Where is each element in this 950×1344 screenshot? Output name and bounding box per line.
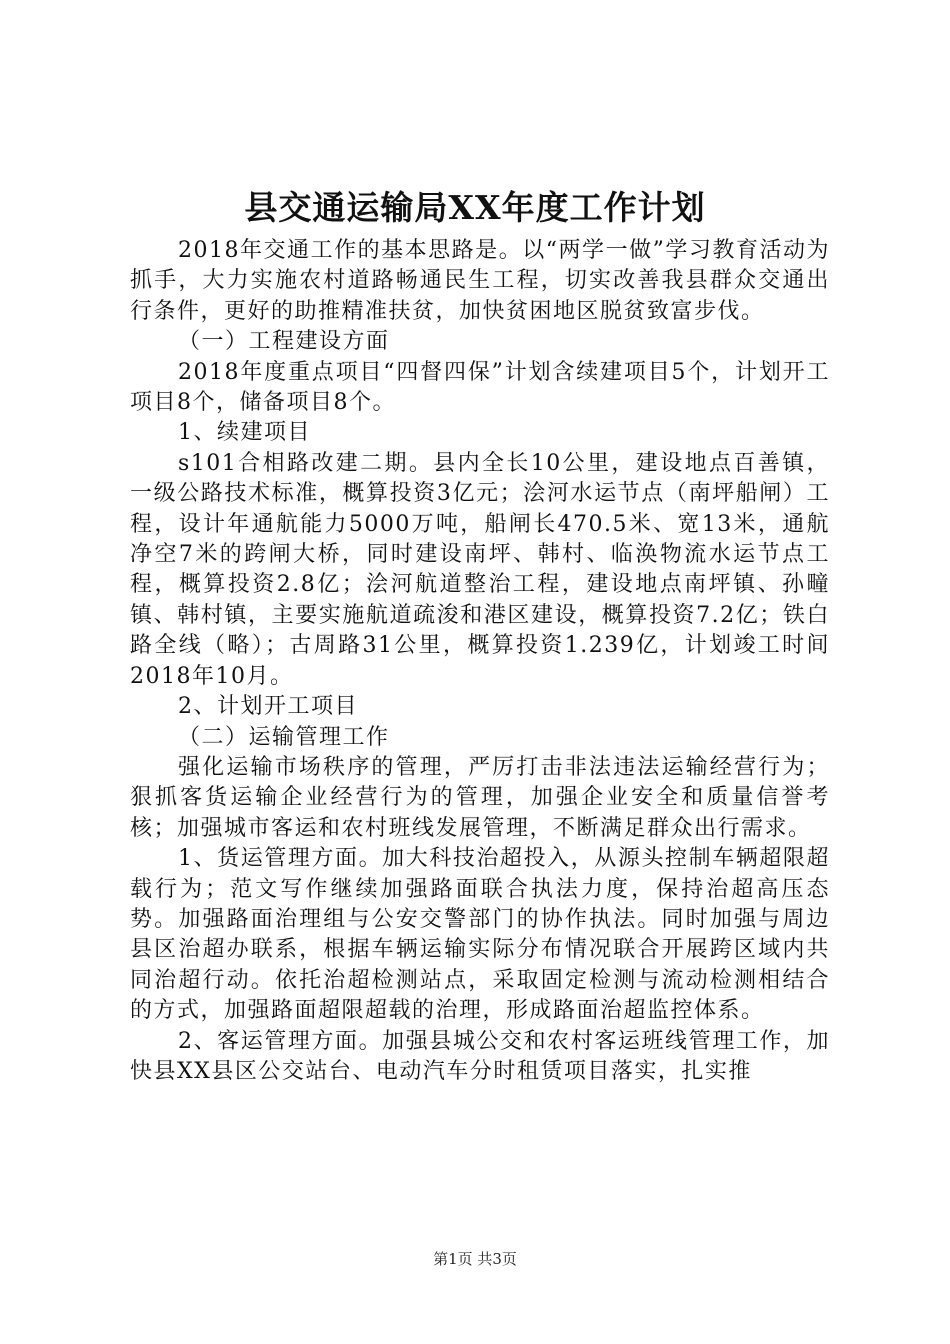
- paragraph-continued-projects: s101合相路改建二期。县内全长10公里，建设地点百善镇，一级公路技术标准，概算投资3亿元；浍河水运节点（南坪船闸）工程，设计年通航能力5000万吨，船闸长470.5米、宽13米，通航净空7米的跨闸大桥，同时建设南坪、韩村、临涣物流水运节点工程，概算投资2.8亿；浍河航道整治工程，建设地点南坪镇、孙疃镇、韩村镇，主要实施航道疏浚和港区建设，概算投资7.2亿；铁白路全线（略）；古周路31公里，概算投资1.239亿，计划竣工时间2018年10月。: [130, 450, 830, 689]
- section-heading-transport-management: （二）运输管理工作: [178, 724, 390, 750]
- document-body: [130, 236, 830, 1087]
- paragraph-basic-idea: 2018年交通工作的基本思路是。以“两学一做”学习教育活动为抓手，大力实施农村道路畅通民生工程，切实改善我县群众交通出行条件，更好的助推精准扶贫，加快贫困地区脱贫致富步伐。: [130, 238, 830, 324]
- document-title: 县交通运输局XX年度工作计划: [244, 188, 706, 227]
- paragraph-key-projects: 2018年度重点项目“四督四保”计划含续建项目5个，计划开工项目8个，储备项目8个。: [130, 359, 830, 416]
- paragraph-market-order: 强化运输市场秩序的管理，严厉打击非法违法运输经营行为；狠抓客货运输企业经营行为的管理，加强企业安全和质量信誉考核；加强城市客运和农村班线发展管理，不断满足群众出行需求。: [130, 754, 830, 841]
- section-heading-construction: （一）工程建设方面: [178, 329, 390, 355]
- paragraph-freight-management: 1、货运管理方面。加大科技治超投入，从源头控制车辆超限超载行为；范文写作继续加强路面联合执法力度，保持治超高压态势。加强路面治理组与公安交警部门的协作执法。同时加强与周边县区治超办联系，根据车辆运输实际分布情况联合开展跨区域内共同治超行动。依托治超检测站点，采取固定检测与流动检测相结合的方式，加强路面超限超载的治理，形成路面治超监控体系。: [130, 846, 830, 1024]
- subheading-continued-projects: 1、续建项目: [178, 420, 311, 446]
- page-footer: 第1页 共3页: [433, 1250, 517, 1268]
- paragraph-passenger-management: 2、客运管理方面。加强县城公交和农村客运班线管理工作，加快县XX县区公交站台、电动汽车分时租赁项目落实，扎实推: [130, 1028, 830, 1084]
- subheading-planned-projects: 2、计划开工项目: [178, 694, 358, 720]
